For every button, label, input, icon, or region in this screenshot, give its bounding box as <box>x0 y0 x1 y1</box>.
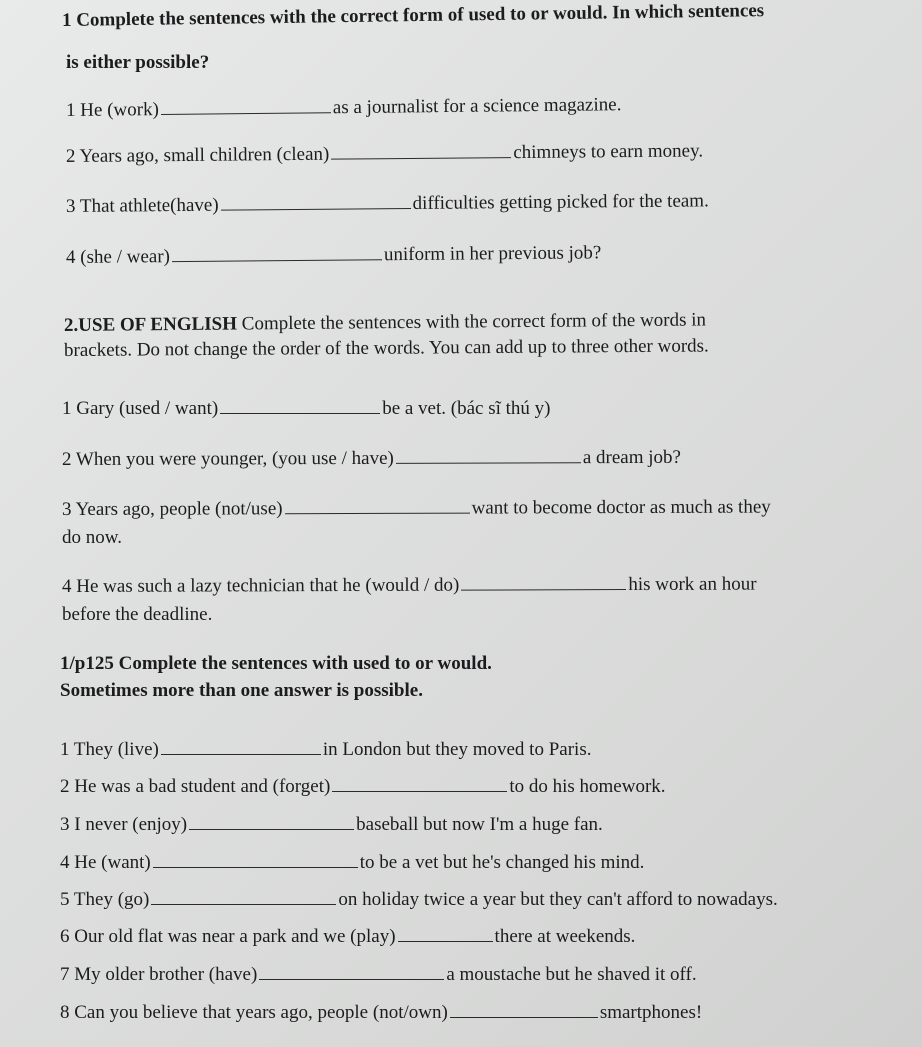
section3-heading-line2: Sometimes more than one answer is possible. <box>60 680 423 701</box>
section1-item-1 <box>66 91 622 123</box>
item-text-after: to do his homework. <box>509 776 666 797</box>
section2-item-1 <box>62 395 551 421</box>
section2-item-3-continued: do now. <box>62 527 122 548</box>
answer-blank[interactable] <box>151 886 336 905</box>
section1-heading-line1: 1 Complete the sentences with the correct form of used to or would. In which sentences <box>61 0 765 31</box>
item-text-after: as a journalist for a science magazine. <box>332 94 622 119</box>
section3-item-6 <box>60 923 635 949</box>
section1-item-3 <box>66 187 709 219</box>
section2-item-2 <box>62 444 681 472</box>
section2-heading-line1 <box>64 308 706 338</box>
item-text-before: 4 He was such a lazy technician that he (would / do) <box>61 574 460 597</box>
item-text-after: difficulties getting picked for the team. <box>412 190 709 214</box>
item-text-after: be a vet. (bác sĩ thú y) <box>382 398 551 419</box>
item-text-after: there at weekends. <box>494 926 636 947</box>
item-text-before: 2 He was a bad student and (forget) <box>60 776 331 797</box>
section3-item-8 <box>60 999 702 1025</box>
answer-blank[interactable] <box>450 999 598 1018</box>
section2-item-4-continued: before the deadline. <box>62 604 213 625</box>
item-text-before: 2 Years ago, small children (clean) <box>65 143 330 167</box>
answer-blank[interactable] <box>161 94 331 115</box>
item-text-after: to be a vet but he's changed his mind. <box>359 852 645 873</box>
section1-item-4 <box>66 239 602 270</box>
answer-blank[interactable] <box>396 444 581 464</box>
section3-item-3 <box>60 811 603 837</box>
item-text-before: 4 He (want) <box>60 852 151 873</box>
answer-blank[interactable] <box>332 773 507 792</box>
item-text-after: want to become doctor as much as they <box>471 496 771 519</box>
answer-blank[interactable] <box>172 241 382 262</box>
section1-item-2 <box>66 137 703 169</box>
answer-blank[interactable] <box>398 923 493 942</box>
section2-heading-line2: brackets. Do not change the order of the words. You can add up to three other words. <box>63 335 709 361</box>
section2-heading-bold: 2.USE OF ENGLISH <box>63 313 238 336</box>
answer-blank[interactable] <box>161 736 321 755</box>
item-text-before: 1 They (live) <box>60 739 159 760</box>
section3-heading-line1: 1/p125 Complete the sentences with used to or would. <box>60 653 492 674</box>
section3-item-5 <box>60 886 778 912</box>
item-text-before: 2 When you were younger, (you use / have) <box>61 447 394 470</box>
answer-blank[interactable] <box>221 190 411 211</box>
item-text-before: 3 I never (enjoy) <box>60 814 188 835</box>
item-text-after: a moustache but he shaved it off. <box>446 964 697 985</box>
item-text-before: 1 Gary (used / want) <box>62 398 219 419</box>
item-text-before: 1 He (work) <box>65 99 159 121</box>
item-text-after: chimneys to earn money. <box>513 140 704 164</box>
section3-item-7 <box>60 961 697 987</box>
item-text-before: 8 Can you believe that years ago, people (not/own) <box>60 1002 448 1023</box>
item-text-before: 3 Years ago, people (not/use) <box>61 498 283 520</box>
section2-heading-rest: Complete the sentences with the correct form of the words in <box>236 309 707 335</box>
answer-blank[interactable] <box>259 961 444 980</box>
answer-blank[interactable] <box>331 139 511 160</box>
item-text-before: 7 My older brother (have) <box>60 964 258 985</box>
section2-item-4 <box>62 571 757 599</box>
item-text-before: 4 (she / wear) <box>65 246 171 268</box>
item-text-after: baseball but now I'm a huge fan. <box>356 814 603 835</box>
section2-item-3 <box>62 494 771 522</box>
item-text-after: in London but they moved to Paris. <box>322 739 592 760</box>
item-text-after: uniform in her previous job? <box>383 242 602 266</box>
item-text-after: on holiday twice a year but they can't afford to nowadays. <box>338 889 778 910</box>
section3-item-2 <box>60 773 666 799</box>
section3-item-4 <box>60 849 644 875</box>
item-text-before: 5 They (go) <box>60 889 150 910</box>
item-text-after: smartphones! <box>599 1002 703 1023</box>
section1-heading-line2: is either possible? <box>66 52 210 73</box>
answer-blank[interactable] <box>189 811 354 830</box>
item-text-before: 6 Our old flat was near a park and we (play) <box>60 926 396 947</box>
section3-item-1 <box>60 736 591 762</box>
item-text-after: his work an hour <box>628 573 757 596</box>
item-text-before: 3 That athlete(have) <box>65 194 219 217</box>
answer-blank[interactable] <box>461 571 626 591</box>
item-text-after: a dream job? <box>582 446 681 469</box>
answer-blank[interactable] <box>285 495 470 515</box>
answer-blank[interactable] <box>153 849 358 868</box>
answer-blank[interactable] <box>220 395 380 414</box>
